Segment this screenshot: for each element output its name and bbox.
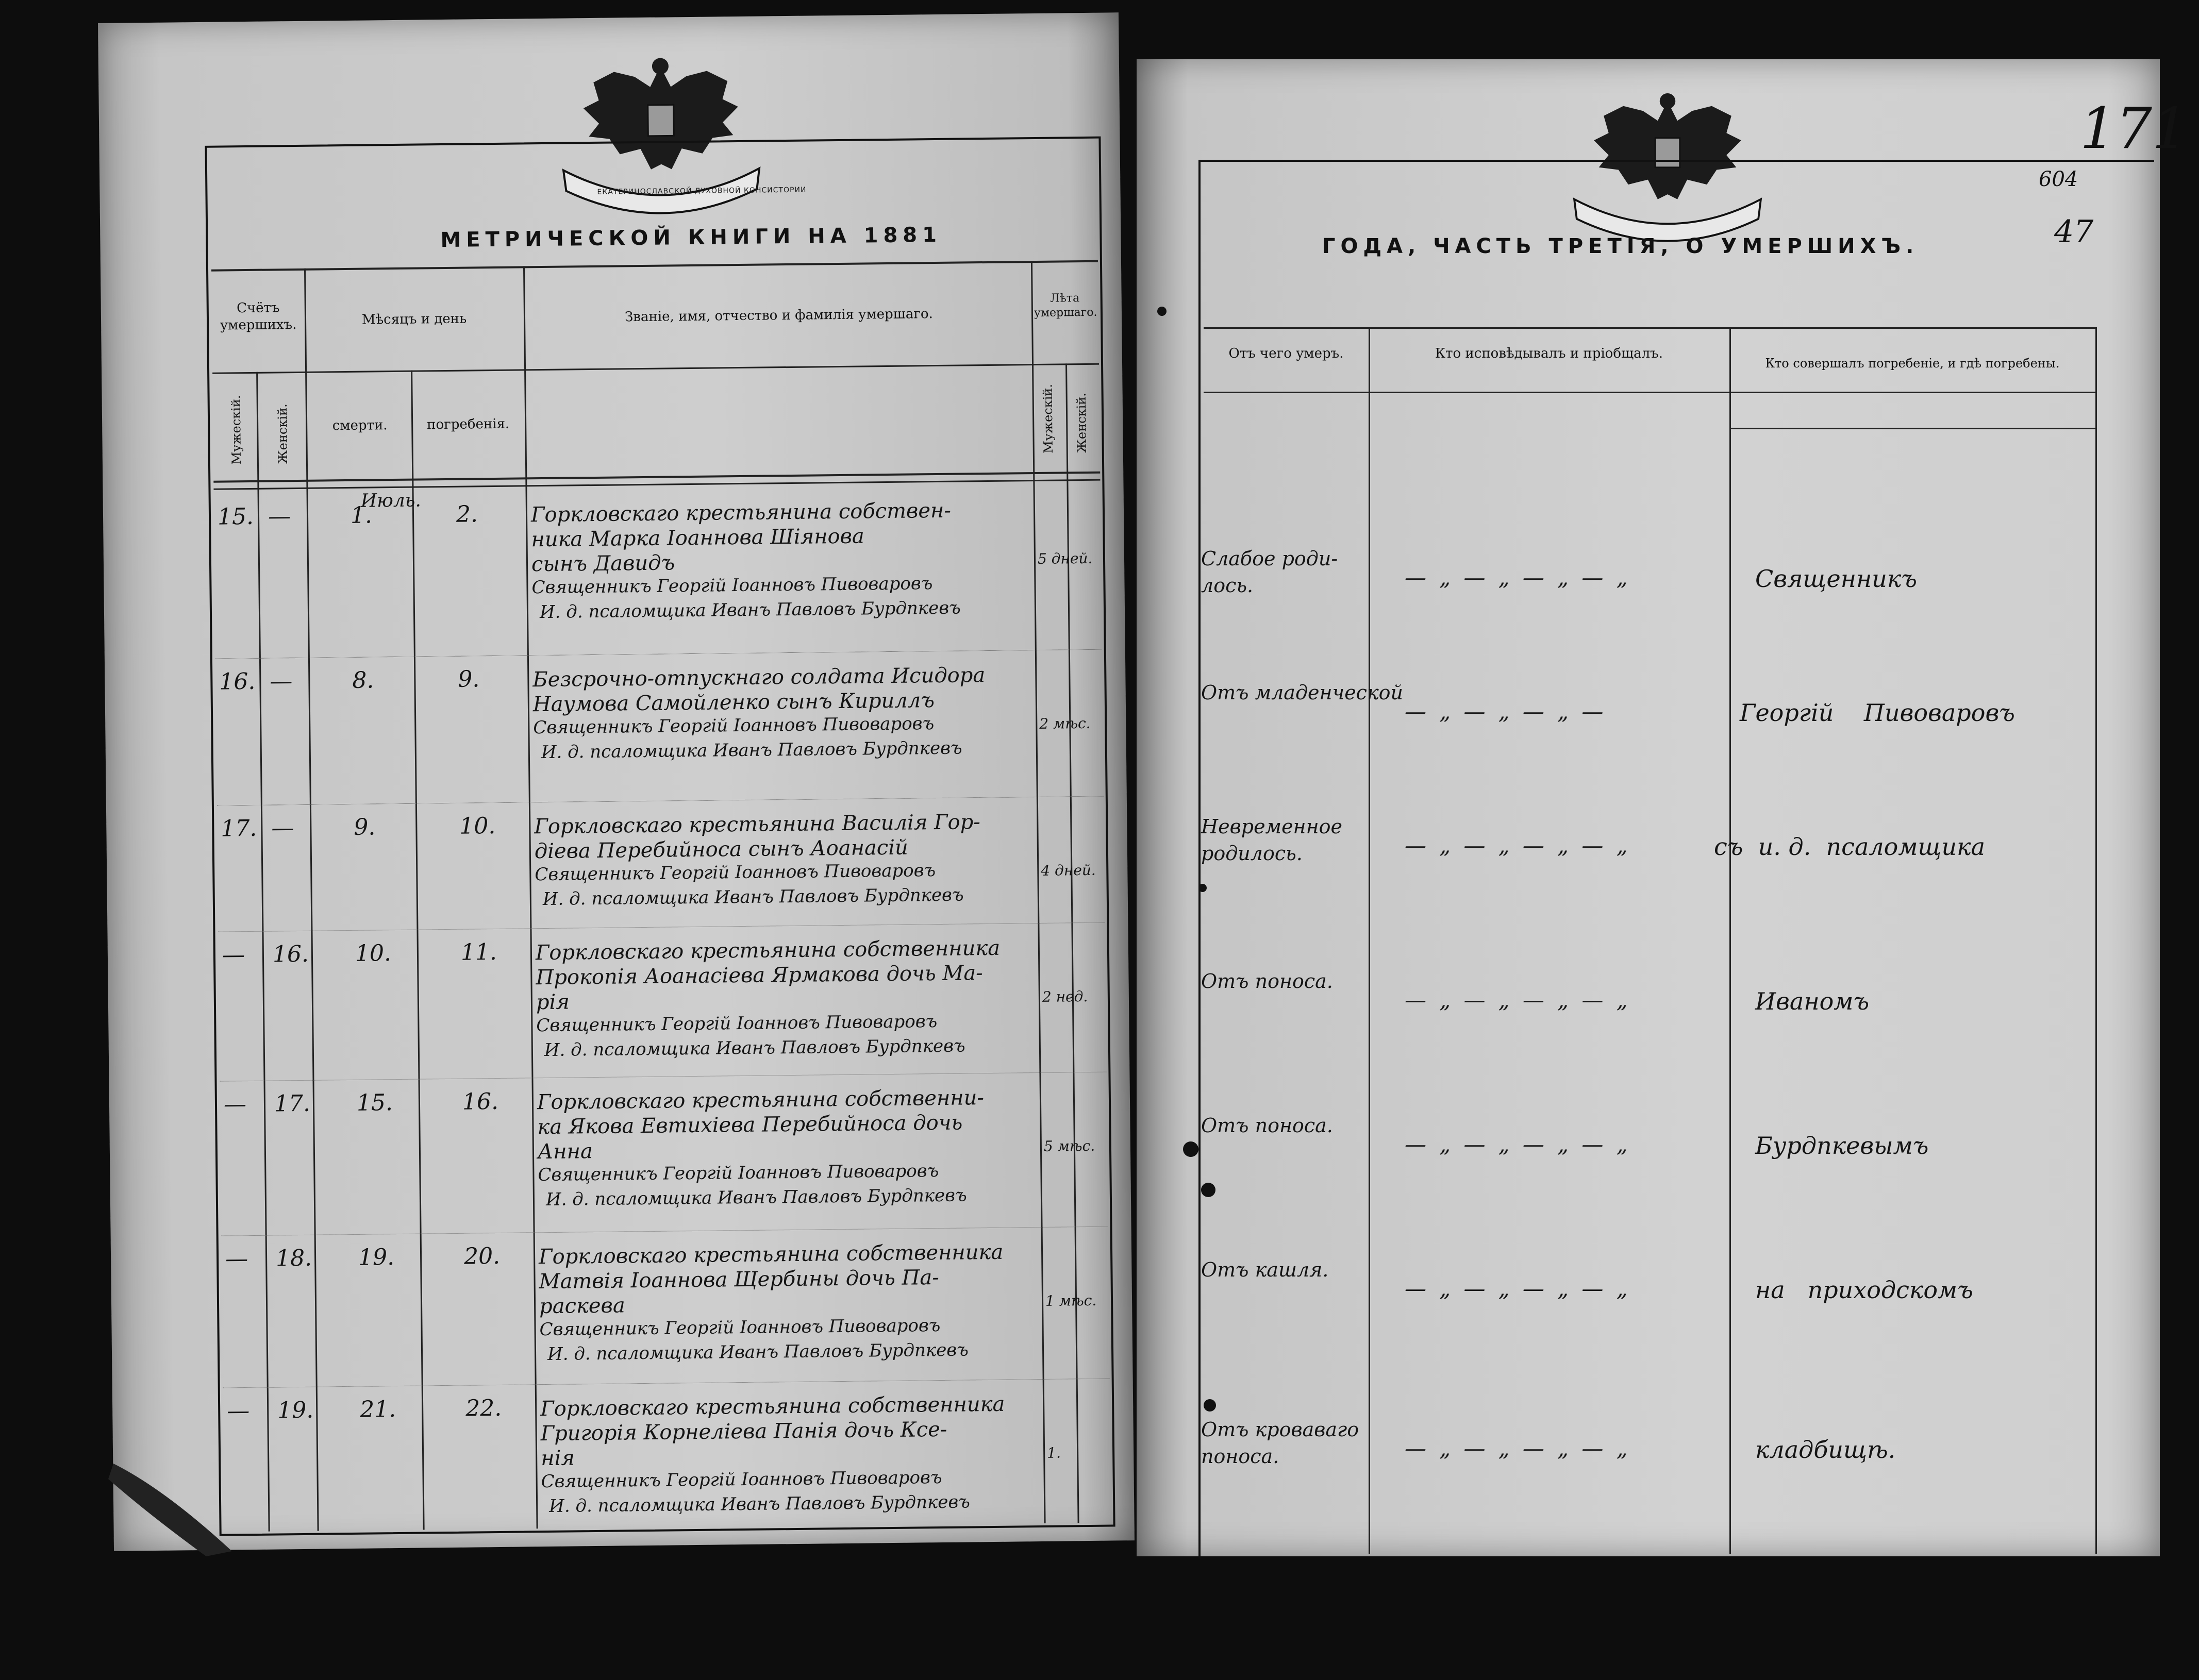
record-text-line: Священникъ Георгій Іоанновъ Пивоваровъ [533, 713, 935, 738]
record-text-line: Горкловскаго крестьянина собственника [538, 1240, 1004, 1269]
page-number: 604 [2039, 167, 2078, 191]
record-cause: Невременное [1201, 815, 1342, 838]
record-burial-day: 11. [460, 938, 497, 966]
record-cause: Слабое роди- [1201, 547, 1338, 570]
record-female-number: 18. [275, 1245, 312, 1272]
record-male-number: — [223, 1091, 247, 1118]
record-female-number: 19. [277, 1397, 314, 1424]
record-confessor: — „ — „ — „ — „ [1405, 1436, 1631, 1461]
record-confessor: — „ — „ — „ — „ [1405, 565, 1631, 590]
record-text-line: Священникъ Георгій Іоанновъ Пивоваровъ [536, 1011, 938, 1036]
record-text-line: діева Перебийноса сынъ Аоанасій [534, 835, 908, 864]
record-male-number: — [222, 942, 245, 968]
record-text-line: Священникъ Георгій Іоанновъ Пивоваровъ [535, 860, 936, 885]
record-text-line: Горкловскаго крестьянина собственника [540, 1392, 1005, 1421]
record-age: 5 дней. [1037, 549, 1093, 567]
record-text-line: И. д. псаломщика Иванъ Павловъ Бурдпкевъ [541, 737, 962, 763]
record-death-day: 19. [358, 1244, 395, 1271]
record-age: 5 мѣс. [1043, 1137, 1095, 1155]
month-note: Июль. [360, 490, 422, 512]
record-burial-day: 16. [462, 1088, 499, 1115]
record-text-line: сынъ Давидъ [531, 551, 675, 577]
record-male-number: — [225, 1246, 248, 1272]
record-cause: родилось. [1201, 842, 1303, 865]
col-header-age-male: Мужескій. [1040, 383, 1056, 453]
left-page [98, 12, 1135, 1551]
col-header-age: Лѣта умершаго. [1034, 292, 1097, 320]
record-burial-day: 9. [458, 666, 480, 693]
record-text-line: И. д. псаломщика Иванъ Павловъ Бурдпкевъ [545, 1185, 967, 1211]
col-header-burier: Кто совершалъ погребеніе, и гдѣ погребены. [1765, 356, 2060, 371]
record-death-day: 9. [354, 814, 376, 841]
record-age: 2 мѣс. [1039, 714, 1091, 732]
record-text-line: рія [536, 990, 570, 1015]
record-text-line: Священникъ Георгій Іоанновъ Пивоваровъ [531, 573, 933, 598]
col-header-name: Званіе, имя, отчество и фамилія умершаго. [624, 306, 934, 325]
record-text-line: Горкловскаго крестьянина Василія Гор- [534, 810, 980, 839]
record-death-day: 21. [359, 1396, 396, 1423]
record-cause: Отъ поноса. [1201, 1114, 1333, 1137]
record-burier: Бурдпкевымъ [1755, 1132, 1929, 1160]
record-age: 4 дней. [1041, 861, 1096, 879]
record-text-line: Наумова Самойленко сынъ Кириллъ [532, 688, 935, 717]
record-female-number: 16. [272, 940, 309, 968]
record-cause: Отъ младенческой [1201, 681, 1404, 704]
col-header-month-day: Мѣсяцъ и день [361, 311, 467, 328]
record-text-line: ника Марка Іоаннова Шіянова [531, 524, 864, 552]
record-burier: Священникъ [1755, 565, 1918, 593]
record-age: 1. [1046, 1444, 1061, 1461]
page-corner-shadow [103, 1458, 258, 1561]
record-confessor: — „ — „ — „ — „ [1405, 833, 1631, 858]
record-burier: съ и. д. псаломщика [1714, 833, 1986, 861]
record-death-day: 15. [356, 1089, 393, 1116]
record-male-number: 15. [217, 503, 254, 530]
record-confessor: — „ — „ — „ — „ [1405, 987, 1631, 1013]
record-text-line: И. д. псаломщика Иванъ Павловъ Бурдпкевъ [547, 1339, 969, 1365]
record-cause: поноса. [1201, 1445, 1279, 1468]
record-text-line: И. д. псаломщика Иванъ Павловъ Бурдпкевъ [539, 597, 961, 623]
record-text-line: Анна [537, 1139, 593, 1164]
record-burier: Георгій Пивоваровъ [1740, 699, 2015, 727]
record-cause: Отъ поноса. [1201, 970, 1333, 993]
record-burial-day: 10. [459, 813, 496, 839]
record-death-day: 8. [352, 667, 374, 694]
record-text-line: Григорія Корнеліева Панія дочь Ксе- [540, 1417, 947, 1446]
record-text-line: раскева [539, 1293, 625, 1319]
record-death-day: 1. [350, 502, 373, 529]
record-death-day: 10. [355, 940, 392, 967]
record-male-number: 17. [221, 815, 257, 842]
col-header-male: Мужескій. [228, 395, 244, 465]
record-confessor: — „ — „ — „ — „ [1405, 1132, 1631, 1157]
record-text-line: Матвія Іоаннова Щербины дочь Па- [539, 1266, 939, 1294]
record-age: 1 мѣс. [1045, 1291, 1097, 1309]
left-page-title: МЕТРИЧЕСКОЙ КНИГИ НА 1881 [440, 223, 942, 253]
folio-number: 171 [2080, 95, 2188, 161]
record-confessor: — „ — „ — „ — [1405, 699, 1607, 724]
record-female-number: 17. [274, 1090, 311, 1117]
record-male-number: 16. [219, 668, 256, 695]
record-female-number: — [270, 668, 293, 695]
record-burier: Иваномъ [1755, 987, 1870, 1015]
record-burier: на приходскомъ [1755, 1276, 1973, 1304]
record-text-line: нія [540, 1446, 575, 1471]
record-text-line: Священникъ Георгій Іоанновъ Пивоваровъ [538, 1161, 939, 1186]
record-burial-day: 2. [456, 501, 478, 528]
record-text-line: Безсрочно-отпускнаго солдата Исидора [532, 663, 986, 692]
record-age: 2 нед. [1042, 987, 1088, 1005]
right-page-title: ГОДА, ЧАСТЬ ТРЕТІЯ, О УМЕРШИХЪ. [1322, 234, 1919, 258]
record-confessor: — „ — „ — „ — „ [1405, 1276, 1631, 1301]
record-text-line: Горкловскаго крестьянина собствен- [530, 498, 952, 527]
col-header-death: смерти. [332, 417, 388, 434]
col-header-age-female: Женскій. [1074, 393, 1089, 453]
record-text-line: Священникъ Георгій Іоанновъ Пивоваровъ [541, 1467, 942, 1492]
record-text-line: Священникъ Георгій Іоанновъ Пивоваровъ [539, 1315, 941, 1340]
col-header-female: Женскій. [275, 404, 290, 464]
record-text-line: И. д. псаломщика Иванъ Павловъ Бурдпкевъ [548, 1491, 971, 1517]
record-cause: Отъ кроваваго [1201, 1418, 1359, 1441]
record-male-number: — [226, 1398, 250, 1424]
record-text-line: Горкловскаго крестьянина собственника [535, 936, 1001, 965]
right-page [1137, 59, 2188, 1556]
record-female-number: — [271, 815, 294, 842]
record-text-line: ка Якова Евтихіева Перебийноса дочь [537, 1111, 963, 1139]
col-header-burial: погребенія. [427, 416, 510, 433]
record-cause: Отъ кашля. [1201, 1258, 1329, 1281]
record-text-line: Горкловскаго крестьянина собственни- [537, 1086, 985, 1115]
record-burial-day: 22. [465, 1395, 502, 1422]
record-cause: лось. [1201, 574, 1254, 597]
record-text-line: И. д. псаломщика Иванъ Павловъ Бурдпкевъ [544, 1035, 965, 1061]
col-header-confessor: Кто исповѣдывалъ и пріобщалъ. [1435, 346, 1663, 361]
col-header-cause: Отъ чего умеръ. [1228, 346, 1344, 361]
col-header-count: Счётъ умершихъ. [220, 300, 297, 333]
record-text-line: Прокопія Аоанасіева Ярмакова дочь Ма- [536, 961, 983, 990]
record-female-number: — [268, 503, 291, 530]
emblem-ribbon-text: ЕКАТЕРИНОСЛАВСКОЙ ДУХОВНОЙ КОНСИСТОРИИ [597, 186, 807, 196]
folio-small-number: 47 [2054, 214, 2094, 250]
record-text-line: И. д. псаломщика Иванъ Павловъ Бурдпкевъ [542, 884, 964, 910]
record-burial-day: 20. [463, 1242, 501, 1270]
record-burier: кладбищѣ. [1755, 1436, 1896, 1464]
